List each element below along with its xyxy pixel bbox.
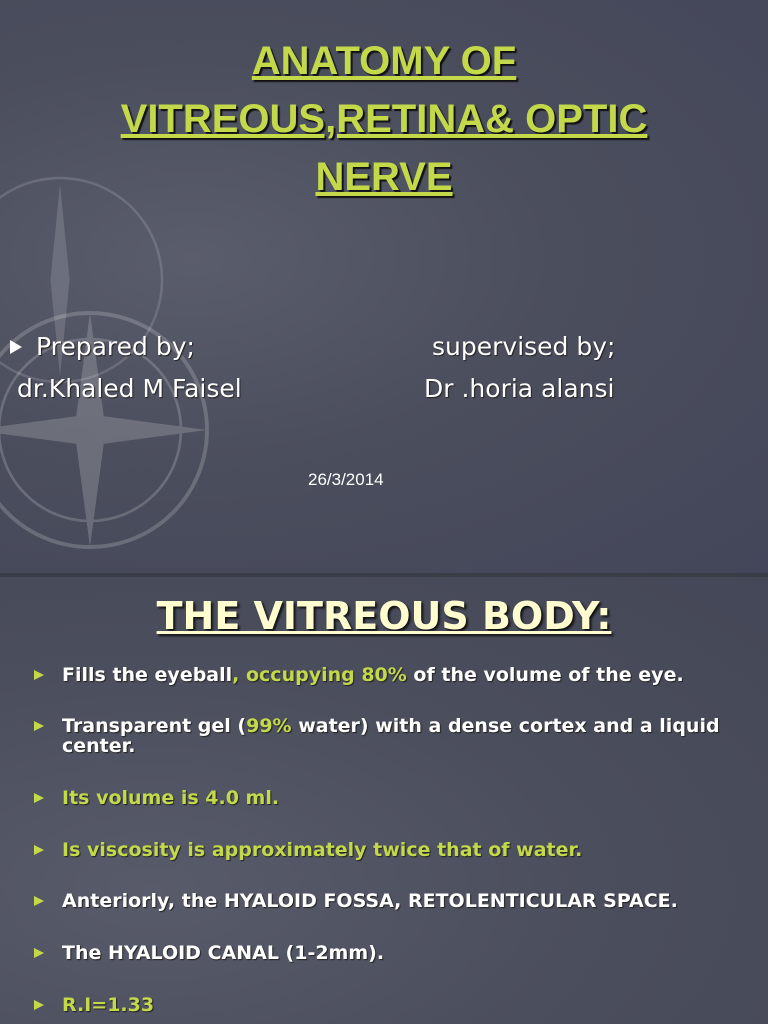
list-item	[34, 665, 744, 685]
list-item-highlight: , occupying 80%	[232, 664, 407, 686]
list-item	[34, 891, 744, 911]
supervisor-name: Dr .horia alansi	[424, 374, 615, 403]
section-heading: THE VITREOUS BODY:	[156, 594, 612, 638]
list-item	[34, 788, 744, 808]
list-item	[34, 716, 744, 756]
prepared-by-label: Prepared by;	[36, 332, 195, 361]
list-item-highlight: 99%	[246, 715, 292, 737]
bullet-arrow-icon	[34, 845, 44, 855]
bullet-arrow-icon	[34, 1000, 44, 1010]
bullet-arrow-icon	[34, 670, 44, 680]
list-item-text: Anteriorly, the HYALOID FOSSA, RETOLENTICULAR SPACE.	[62, 890, 678, 912]
list-item	[34, 995, 744, 1015]
list-item-text: water) with a dense cortex and a liquid center.	[62, 715, 720, 757]
list-item-highlight: R.I=1.33	[62, 994, 155, 1016]
list-item-text: Fills the eyeball	[62, 664, 233, 686]
list-item-text: of the volume of the eye.	[406, 664, 684, 686]
preparer-name: dr.Khaled M Faisel	[17, 374, 242, 403]
bullet-arrow-icon	[34, 793, 44, 803]
list-item-text: The HYALOID CANAL (1-2mm).	[62, 942, 385, 964]
presentation-date: 26/3/2014	[308, 470, 384, 489]
slide-title	[0, 32, 768, 206]
bullet-arrow-icon	[34, 896, 44, 906]
list-item-text: Transparent gel (	[62, 715, 247, 737]
title-line-3: NERVE	[315, 155, 453, 199]
bullet-arrow-icon	[34, 721, 44, 731]
list-item-highlight: Its volume is 4.0 ml.	[62, 787, 280, 809]
list-item-highlight: Is viscosity is approximately twice that of water.	[62, 839, 583, 861]
list-item	[34, 840, 744, 860]
bullet-arrow-icon	[34, 948, 44, 958]
supervised-by-label: supervised by;	[432, 332, 616, 361]
list-item	[34, 943, 744, 963]
title-line-2: VITREOUS,RETINA& OPTIC	[120, 97, 648, 141]
bullet-triangle-icon	[10, 340, 22, 354]
title-line-1: ANATOMY OF	[251, 39, 517, 83]
